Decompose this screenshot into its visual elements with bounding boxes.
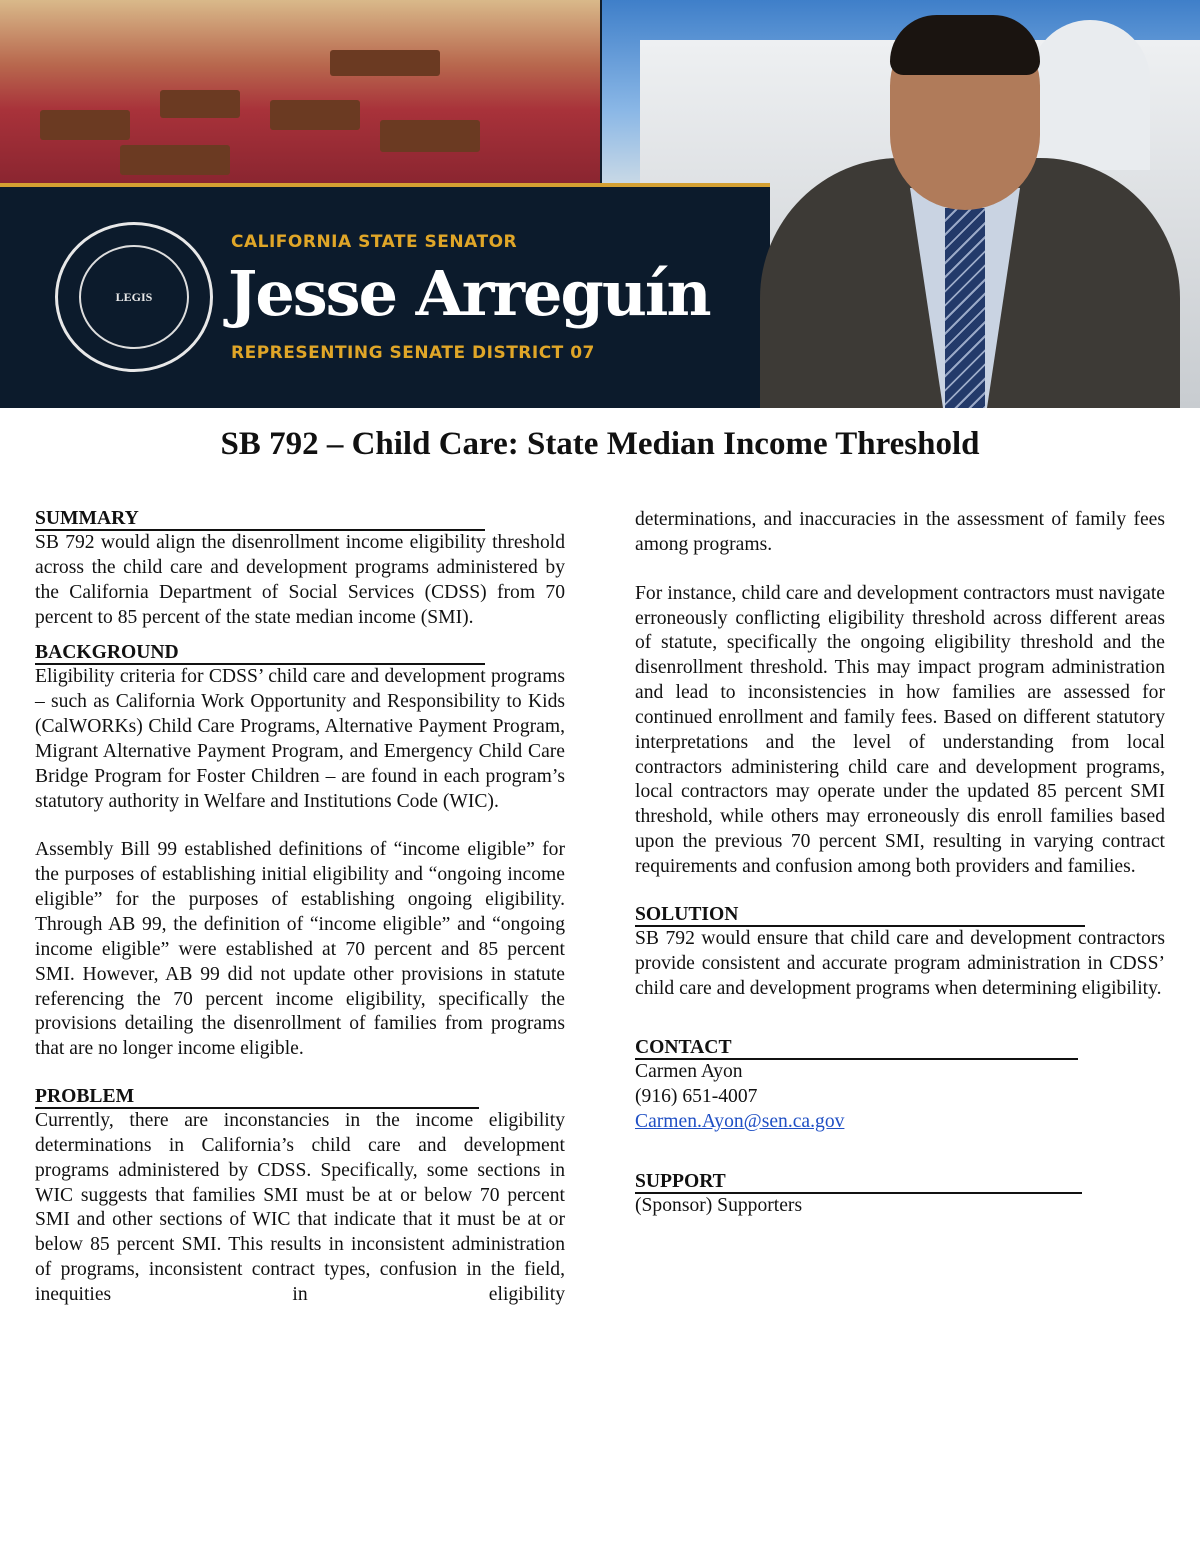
problem-heading: PROBLEM bbox=[35, 1086, 479, 1109]
senator-name: Jesse Arreguín bbox=[228, 257, 710, 330]
background-paragraph: Eligibility criteria for CDSS’ child care and development programs – such as California Work Opportunity and Responsibility to Kids (CalWORKs) Child Care Programs, Alternative Payment Program, Migrant Alternative Payment Program, and Emergency Child Care Bridge Program for Foster Children – are found in each program’s statutory authority in Welfare and Institutions Code (WIC). bbox=[35, 666, 565, 812]
contact-heading: CONTACT bbox=[635, 1037, 1078, 1060]
senator-portrait bbox=[760, 10, 1180, 408]
contact-phone: (916) 651-4007 bbox=[635, 1086, 758, 1108]
problem-paragraph: For instance, child care and development contractors must navigate erroneously conflicting eligibility threshold across different areas of statute, specifically the ongoing eligibility threshold and the disenrollment threshold. This may impact program administration and lead to inconsistencies in how families are assessed for continued enrollment and family fees. Based on different statutory interpretations and the level of understanding from local contractors administering child care and development programs, local contractors may operate under the updated 85 percent SMI threshold, while others may erroneously dis enroll families based upon the previous 70 percent SMI, resulting in varying contract requirements and confusion among both providers and families. bbox=[635, 582, 1165, 877]
support-text: (Sponsor) Supporters bbox=[635, 1194, 803, 1216]
support-heading: SUPPORT bbox=[635, 1171, 1082, 1194]
seal-legis: LEGIS bbox=[79, 245, 189, 349]
page-title: SB 792 – Child Care: State Median Income Threshold bbox=[220, 426, 980, 462]
banner-district: REPRESENTING SENATE DISTRICT 07 bbox=[231, 343, 595, 363]
summary-heading: SUMMARY bbox=[35, 508, 485, 531]
solution-text: SB 792 would ensure that child care and development contractors provide consistent and accurate program administration in CDSS’ child care and development programs when determining eligibility. bbox=[635, 927, 1165, 999]
background-heading: BACKGROUND bbox=[35, 642, 485, 665]
contact-email-link[interactable]: Carmen.Ayon@sen.ca.gov bbox=[635, 1111, 845, 1133]
senate-seal-logo bbox=[55, 222, 213, 372]
senate-chamber-photo bbox=[0, 0, 600, 184]
problem-paragraph-cont: determinations, and inaccuracies in the assessment of family fees among programs. bbox=[635, 509, 1165, 555]
solution-heading: SOLUTION bbox=[635, 904, 1085, 927]
left-column bbox=[35, 508, 565, 1308]
summary-text: SB 792 would align the disenrollment income eligibility threshold across the child care and development programs administered by the California Department of Social Services (CDSS) from 70 percent to 85 percent of the state median income (SMI). bbox=[35, 532, 565, 628]
contact-name: Carmen Ayon bbox=[635, 1061, 743, 1083]
banner-subtitle: CALIFORNIA STATE SENATOR bbox=[231, 232, 518, 252]
problem-paragraph: Currently, there are inconstancies in the income eligibility determinations in California’s child care and development programs administered by CDSS. Specifically, some sections in WIC suggests that families SMI must be at or below 70 percent SMI and other sections of WIC that indicate that it must be at or below 85 percent SMI. This results in inconsistent administration of programs, inconsistent contract types, confusion in the field, inequities in eligibility bbox=[35, 1110, 565, 1305]
background-paragraph: Assembly Bill 99 established definitions of “income eligible” for the purposes of establishing initial eligibility and “ongoing income eligible” for the purposes of establishing ongoing eligibility. Through AB 99, the definition of “income eligible” and “ongoing income eligible” were established at 70 percent and 85 percent SMI. However, AB 99 did not update other provisions in statute referencing the 70 percent income eligibility, specifically the provisions detailing the disenrollment of families from programs that are no longer income eligible. bbox=[35, 839, 565, 1060]
header-banner bbox=[0, 0, 1200, 408]
right-column bbox=[635, 508, 1165, 1219]
